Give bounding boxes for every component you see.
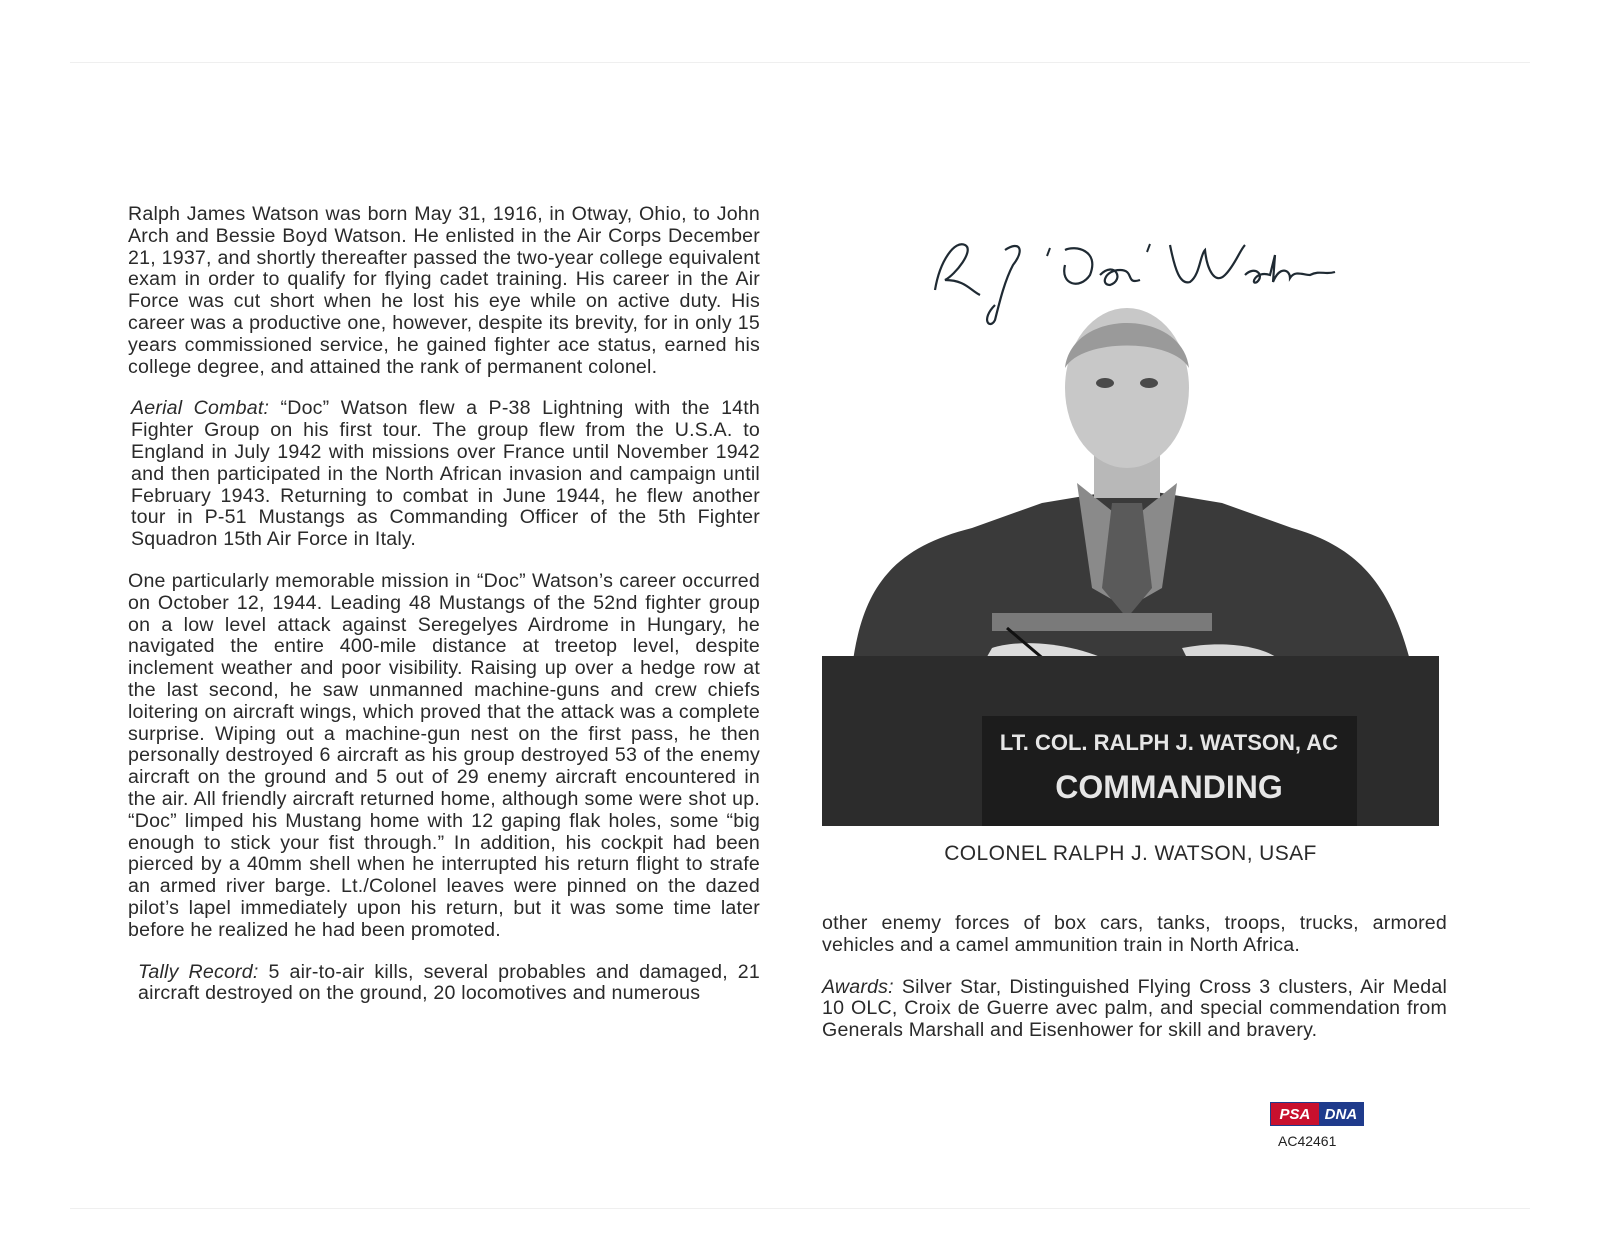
autograph-signature: [925, 220, 1345, 330]
biography-paragraph-continued: other enemy forces of box cars, tanks, troops, trucks, armored vehicles and a camel ammunition train in North Africa.: [822, 912, 1447, 956]
aerial-combat-lead: Aerial Combat:: [131, 397, 270, 420]
awards-lead: Awards:: [822, 975, 894, 998]
awards-text: Silver Star, Distinguished Flying Cross 3 clusters, Air Medal 10 OLC, Croix de Guerre avec palm, and special commendation from Generals Marshall and Eisenhower for skill and bravery.: [822, 975, 1447, 1042]
biography-paragraph-tally: [138, 962, 760, 1006]
page-edge-bottom: [70, 1208, 1530, 1209]
dna-logo-mark: DNA: [1319, 1103, 1363, 1125]
psa-dna-logo: [1270, 1102, 1364, 1126]
biography-paragraph-mission: One particularly memorable mission in “Doc” Watson’s career occurred on October 12, 1944. Leading 48 Mustangs of the 52nd fighter group on a low level attack against Seregelyes Airdrome in Hungary, he navigated the entire 400-mile distance at treetop level, despite inclement weather and poor visibility. Raising up over a hedge row at the last second, he saw unmanned machine-guns and crew chiefs loitering on aircraft wings, which proved that the attack was a complete surprise. Wiping out a machine-gun nest on the first pass, he then personally destroyed 6 aircraft as his group destroyed 53 of the enemy aircraft on the ground and 5 out of 29 enemy aircraft encountered in the air. All friendly aircraft returned home, although some were shot up. “Doc” limped his Mustang home with 12 gaping flak holes, some “big enough to stick your fist through.” In addition, his cockpit had been pierced by a 40mm shell when he interrupted his return flight to strafe an armed river barge. Lt./Colonel leaves were pinned on the dazed pilot’s lapel immediately upon his return, but it was some time later before he realized he had been promoted.: [128, 569, 760, 941]
portrait-photo: [822, 288, 1439, 826]
photo-caption: COLONEL RALPH J. WATSON, USAF: [944, 842, 1317, 865]
tally-record-lead: Tally Record:: [138, 960, 259, 983]
certificate-number: AC42461: [1278, 1133, 1337, 1149]
biography-paragraph-aerial-combat: [131, 398, 760, 551]
biography-right-column: [822, 913, 1447, 1062]
psa-logo-mark: PSA: [1271, 1103, 1319, 1125]
tally-record-text: 5 air-to-air kills, several probables and damaged, 21 aircraft destroyed on the ground, 20 locomotives and numerous: [138, 960, 760, 1005]
page-edge-top: [70, 62, 1530, 63]
aerial-combat-text: “Doc” Watson flew a P-38 Lightning with the 14th Fighter Group on his first tour. The group flew from the U.S.A. to England in July 1942 with missions over France until November 1942 and then participated in the North African invasion and campaign until February 1943. Returning to combat in June 1944, he flew another tour in P-51 Mustangs as Commanding Officer of the 5th Fighter Squadron 15th Air Force in Italy.: [131, 397, 760, 551]
biography-paragraph-intro: Ralph James Watson was born May 31, 1916, in Otway, Ohio, to John Arch and Bessie Boyd Watson. He enlisted in the Air Corps December 21, 1937, and shortly thereafter passed the two-year college equivalent exam in order to qualify for flying cadet training. His career in the Air Force was cut short when he lost his eye while on active duty. His career was a productive one, however, despite its brevity, for in only 15 years commissioned service, he gained fighter ace status, earned his college degree, and attained the rank of permanent colonel.: [128, 203, 760, 378]
nameplate-rank-name: LT. COL. RALPH J. WATSON, AC: [999, 730, 1339, 755]
biography-paragraph-awards: [822, 977, 1447, 1042]
nameplate-commanding: COMMANDING: [1055, 769, 1283, 805]
biography-left-column: [128, 204, 760, 1025]
